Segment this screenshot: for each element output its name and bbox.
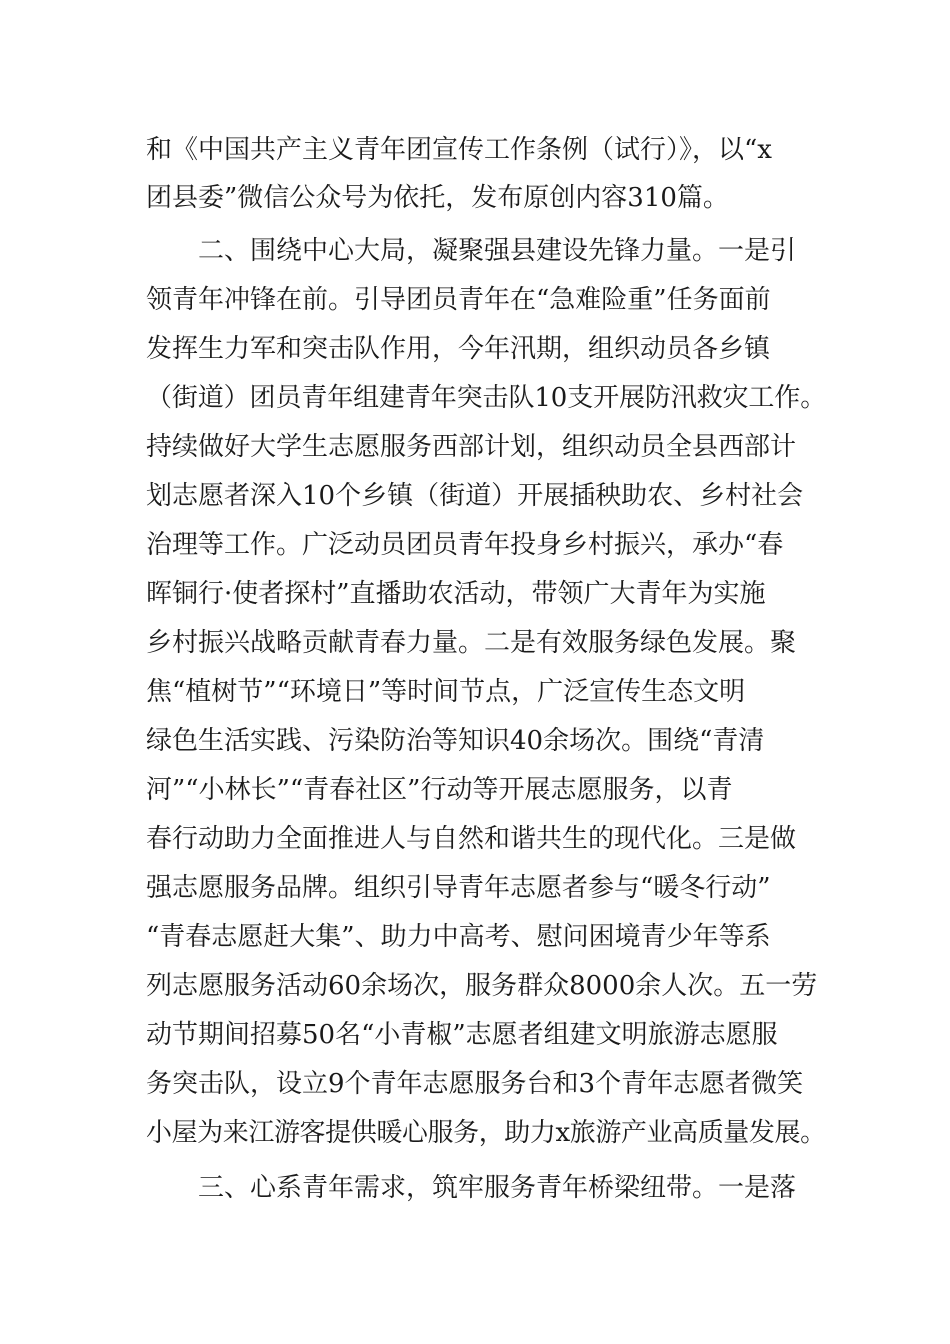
text-line: （街道）团员青年组建青年突击队10支开展防汛救灾工作。 (146, 383, 827, 413)
text-line: 小屋为来江游客提供暖心服务，助力x旅游产业高质量发展。 (146, 1118, 826, 1148)
text-line: 和《中国共产主义青年团宣传工作条例（试行）》，以“x (146, 135, 772, 165)
text-line: 动节期间招募50名“小青椒”志愿者组建文明旅游志愿服 (146, 1020, 778, 1050)
text-line: 晖铜行·使者探村”直播助农活动，带领广大青年为实施 (146, 579, 766, 609)
text-line: 焦“植树节”“环境日”等时间节点，广泛宣传生态文明 (146, 677, 746, 707)
text-line: 发挥生力军和突击队作用，今年汛期，组织动员各乡镇 (146, 334, 771, 364)
text-line: 治理等工作。广泛动员团员青年投身乡村振兴，承办“春 (146, 530, 784, 560)
text-line: 列志愿服务活动60余场次，服务群众8000余人次。五一劳 (146, 971, 818, 1001)
text-line: 领青年冲锋在前。引导团员青年在“急难险重”任务面前 (146, 285, 771, 315)
text-line: 春行动助力全面推进人与自然和谐共生的现代化。三是做 (146, 824, 797, 854)
text-line: 团县委”微信公众号为依托，发布原创内容310篇。 (146, 183, 729, 213)
text-line: 绿色生活实践、污染防治等知识40余场次。围绕“青清 (146, 726, 765, 756)
text-line: 强志愿服务品牌。组织引导青年志愿者参与“暖冬行动” (146, 873, 771, 903)
text-line: 河”“小林长”“青春社区”行动等开展志愿服务，以青 (146, 775, 733, 805)
text-line: 划志愿者深入10个乡镇（街道）开展插秧助农、乡村社会 (146, 481, 804, 511)
text-line: 持续做好大学生志愿服务西部计划，组织动员全县西部计 (146, 432, 797, 462)
paragraph-heading-line: 三、心系青年需求，筑牢服务青年桥梁纽带。一是落 (198, 1173, 797, 1203)
text-line: 乡村振兴战略贡献青春力量。二是有效服务绿色发展。聚 (146, 628, 797, 658)
paragraph-heading-line: 二、围绕中心大局，凝聚强县建设先锋力量。一是引 (198, 236, 797, 266)
text-line: 务突击队，设立9个青年志愿服务台和3个青年志愿者微笑 (146, 1069, 804, 1099)
text-line: “青春志愿赶大集”、助力中高考、慰问困境青少年等系 (146, 922, 771, 952)
